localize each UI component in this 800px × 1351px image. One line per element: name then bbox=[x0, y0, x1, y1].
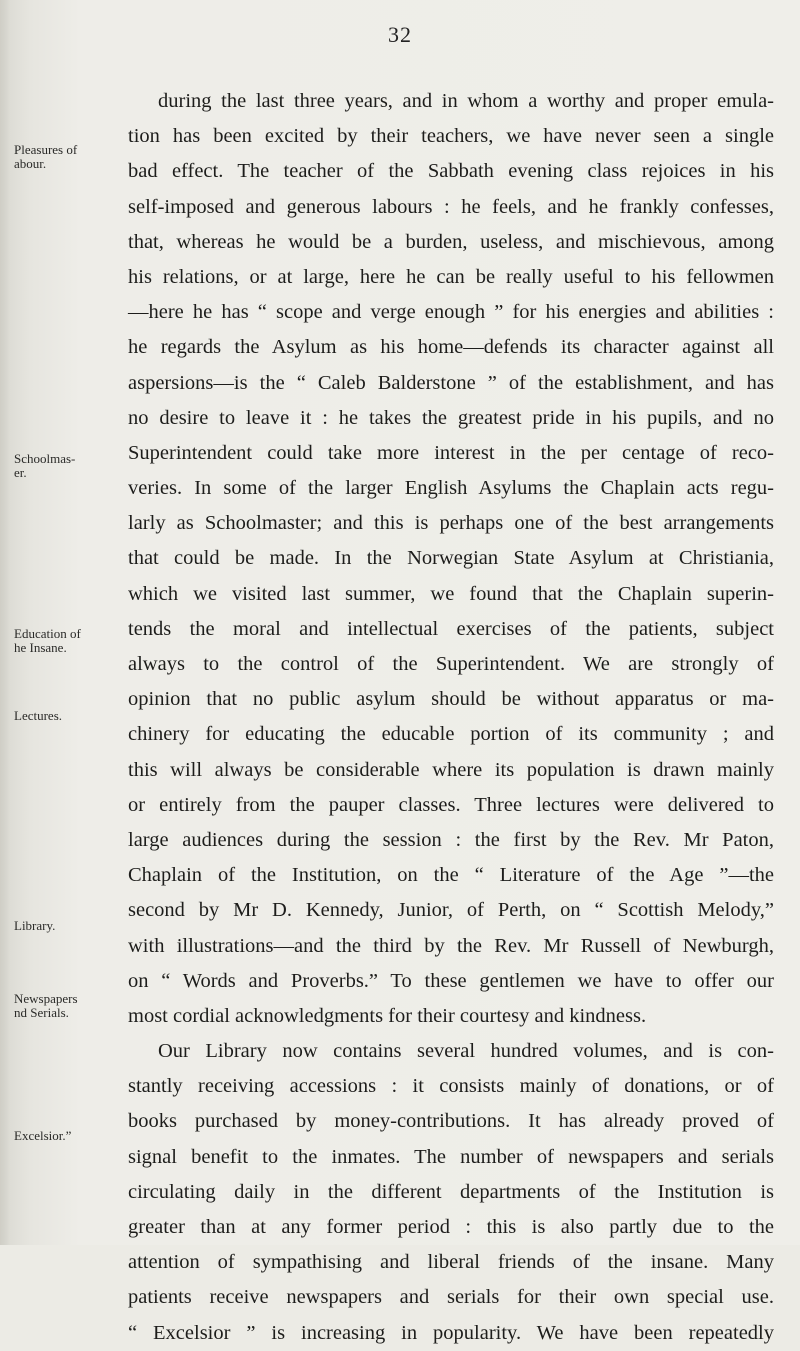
text-line: during the last three years, and in whom a worthy and proper emula- bbox=[158, 90, 774, 112]
text-line: chinery for educating the educable portion of its community ; and bbox=[128, 723, 774, 746]
text-line: tion has been excited by their teachers, we have never seen a single bbox=[128, 125, 774, 148]
text-line: bad effect. The teacher of the Sabbath evening class rejoices in his bbox=[128, 160, 774, 183]
text-line: tends the moral and intellectual exercises of the patients, subject bbox=[128, 617, 774, 640]
text-line: which we visited last summer, we found that the Chaplain superin- bbox=[128, 582, 774, 605]
text-line: larly as Schoolmaster; and this is perhaps one of the best arrangements bbox=[128, 512, 774, 535]
margin-note-line: er. bbox=[14, 465, 27, 480]
text-line: no desire to leave it : he takes the greatest pride in his pupils, and no bbox=[128, 406, 774, 429]
margin-note-line: Library. bbox=[14, 918, 56, 933]
margin-note-line: Excelsior.” bbox=[14, 1128, 72, 1143]
margin-note-line: nd Serials. bbox=[14, 1005, 69, 1020]
text-line: —here he has “ scope and verge enough ” for his energies and abilities : bbox=[128, 301, 774, 324]
text-line: large audiences during the session : the first by the Rev. Mr Paton, bbox=[128, 828, 774, 851]
margin-note-schoolmaster bbox=[14, 452, 114, 480]
text-line: Our Library now contains several hundred volumes, and is con- bbox=[158, 1040, 774, 1063]
margin-note-line: he Insane. bbox=[14, 640, 67, 655]
margin-note-excelsior bbox=[14, 1129, 114, 1143]
text-line: attention of sympathising and liberal friends of the insane. Many bbox=[128, 1251, 774, 1274]
text-line: self-imposed and generous labours : he feels, and he frankly confesses, bbox=[128, 195, 774, 218]
margin-note-line: Lectures. bbox=[14, 708, 63, 723]
margin-note-newspapers-and-serials bbox=[14, 992, 114, 1020]
text-line: his relations, or at large, here he can be really useful to his fellowmen bbox=[128, 265, 774, 288]
text-line: books purchased by money-contributions. It has already proved of bbox=[128, 1110, 774, 1133]
margin-note-line: Newspapers bbox=[14, 991, 78, 1006]
margin-note-pleasures-of-labour bbox=[14, 143, 114, 171]
text-line: this will always be considerable where its population is drawn mainly bbox=[128, 758, 774, 781]
margin-note-library bbox=[14, 919, 114, 933]
text-line: stantly receiving accessions : it consists mainly of donations, or of bbox=[128, 1075, 774, 1098]
text-line: “ Excelsior ” is increasing in popularity. We have been repeatedly bbox=[128, 1321, 774, 1344]
body-text bbox=[128, 84, 774, 1351]
text-line: opinion that no public asylum should be without apparatus or ma- bbox=[128, 688, 774, 711]
text-line: that could be made. In the Norwegian State Asylum at Christiania, bbox=[128, 547, 774, 570]
margin-note-education-of-insane bbox=[14, 627, 114, 655]
page-gutter-shadow bbox=[0, 0, 10, 1245]
margin-note-lectures bbox=[14, 709, 114, 723]
margin-note-line: Schoolmas- bbox=[14, 451, 76, 466]
text-line: most cordial acknowledgments for their courtesy and kindness. bbox=[128, 1004, 647, 1027]
text-line: that, whereas he would be a burden, useless, and mischievous, among bbox=[128, 230, 774, 253]
text-line: patients receive newspapers and serials for their own special use. bbox=[128, 1286, 774, 1309]
margin-note-line: Pleasures of bbox=[14, 142, 78, 157]
text-line: second by Mr D. Kennedy, Junior, of Perth, on “ Scottish Melody,” bbox=[128, 899, 774, 922]
text-line: always to the control of the Superintendent. We are strongly of bbox=[128, 653, 774, 675]
text-line: Superintendent could take more interest in the per centage of reco- bbox=[128, 441, 774, 464]
text-line: or entirely from the pauper classes. Three lectures were delivered to bbox=[128, 793, 774, 816]
text-line: greater than at any former period : this is also partly due to the bbox=[128, 1216, 774, 1238]
margin-note-line: abour. bbox=[14, 156, 47, 171]
text-line: Chaplain of the Institution, on the “ Literature of the Age ”—the bbox=[128, 864, 774, 887]
text-line: aspersions—is the “ Caleb Balderstone ” of the establishment, and has bbox=[128, 371, 774, 394]
text-line: on “ Words and Proverbs.” To these gentlemen we have to offer our bbox=[128, 969, 774, 992]
text-line: with illustrations—and the third by the Rev. Mr Russell of Newburgh, bbox=[128, 934, 774, 957]
text-line: signal benefit to the inmates. The number of newspapers and serials bbox=[128, 1145, 774, 1168]
margin-note-line: Education of bbox=[14, 626, 81, 641]
text-line: he regards the Asylum as his home—defends its character against all bbox=[128, 336, 774, 359]
text-line: veries. In some of the larger English Asylums the Chaplain acts regu- bbox=[128, 477, 774, 500]
page-number: 32 bbox=[388, 22, 412, 47]
text-line: circulating daily in the different departments of the Institution is bbox=[128, 1180, 774, 1203]
